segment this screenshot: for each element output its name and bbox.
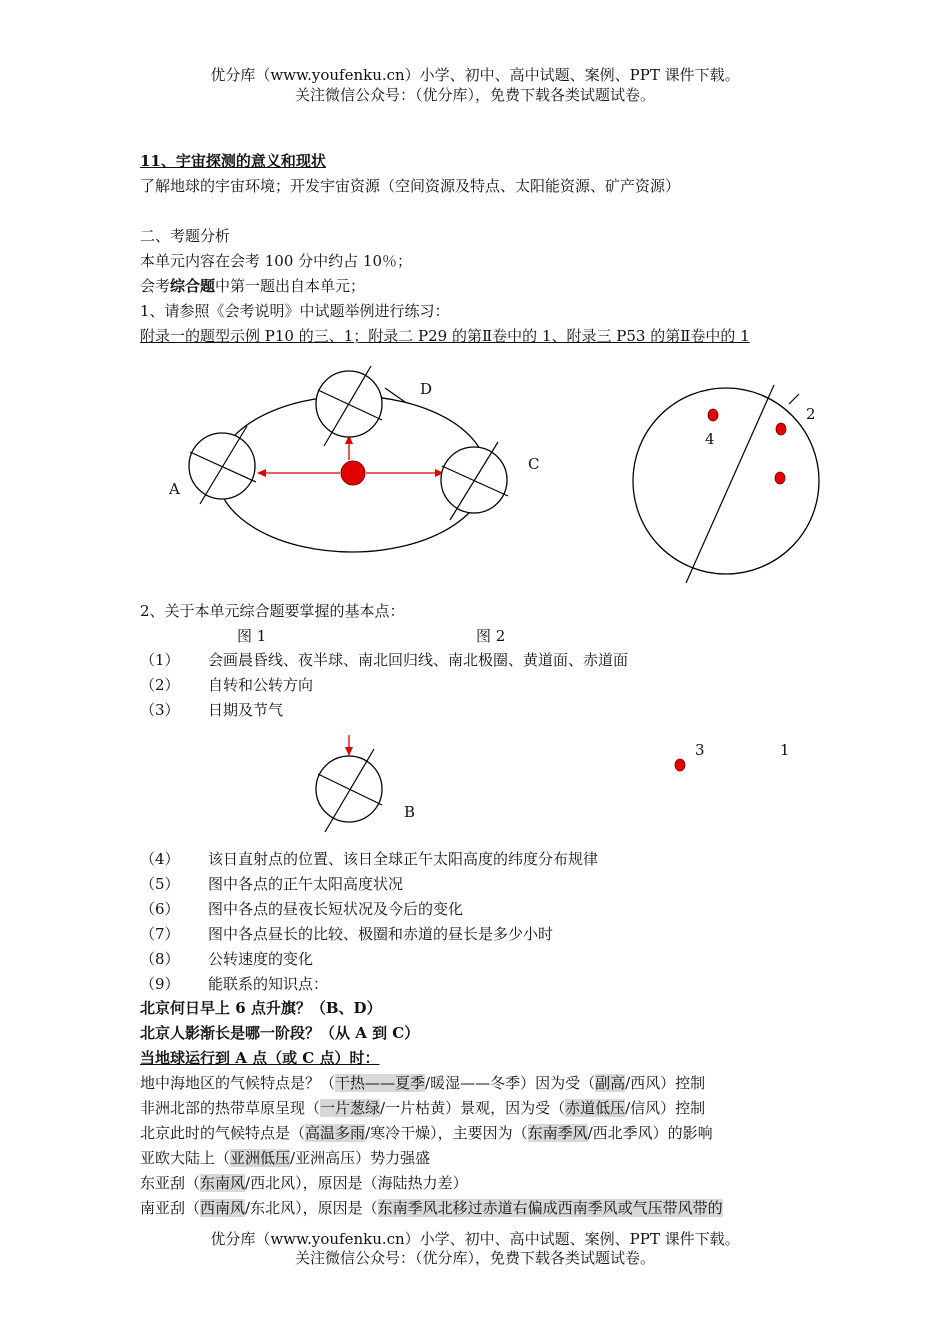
answer-highlight: 东南风 [200,1174,246,1192]
answer-text: 非洲北部的热带草原呈现（ [140,1099,321,1117]
point-text: 图中各点的昼夜长短状况及今后的变化 [208,900,464,918]
answer-text: /西北风），原因是（海陆热力差） [245,1174,468,1192]
analysis-p2-post: 中第一题出自本单元； [215,277,366,295]
analysis-p2-pre: 会考 [140,277,171,295]
footer-line-2: 关注微信公众号：（优分库），免费下载各类试题试卷。 [294,1249,655,1267]
sun-dot [341,461,365,485]
point-text: 会画晨昏线、夜半球、南北回归线、南北极圈、黄道面、赤道面 [208,651,629,669]
answer-line-1 [140,1073,705,1093]
points-heading: 2、关于本单元综合题要掌握的基本点： [140,602,405,620]
answer-highlight: 西南风 [200,1199,246,1217]
answer-line-2 [140,1098,705,1118]
point-2-dot [776,423,786,435]
question-3: 当地球运行到 A 点（或 C 点）时： [140,1049,380,1067]
point-num: （7） [140,925,180,943]
label-1: 1 [780,741,790,759]
figure-2-globe [633,385,819,583]
label-4: 4 [705,430,715,448]
answer-highlight: 亚洲低压 [230,1149,291,1167]
answer-line-4 [140,1148,430,1168]
label-3: 3 [695,741,705,759]
analysis-p2-bold: 综合题 [170,277,216,295]
point-num: （1） [140,651,180,669]
answer-highlight: 赤道低压 [565,1099,626,1117]
point-num: （2） [140,676,180,694]
point-num: （6） [140,900,180,918]
earth-B [316,735,382,832]
earth-A [189,426,256,504]
footer-line-1: 优分库（www.youfenku.cn）小学、初中、高中试题、案例、PPT 课件下载。 [210,1230,740,1248]
label-B: B [404,803,416,821]
point-num: （8） [140,950,180,968]
answer-highlight: 东南季风 [527,1124,588,1142]
point-item [140,974,328,994]
answer-line-6 [140,1198,723,1218]
answer-highlight: 高温多雨 [305,1124,366,1142]
answer-line-5 [140,1173,468,1193]
point-item [140,675,313,695]
answer-highlight: 副高 [595,1074,626,1092]
analysis-p4: 附录一的题型示例 P10 的三、1；附录二 P29 的第Ⅱ卷中的 1、附录三 P53 的第Ⅱ卷中的 1 [140,327,750,345]
point-num: （9） [140,975,180,993]
point-text: 日期及节气 [208,701,284,719]
point-num: （4） [140,850,180,868]
answer-text: /亚洲高压）势力强盛 [290,1149,431,1167]
answer-text: /寒冷干燥），主要因为（ [365,1124,528,1142]
answer-highlight: 干热——夏季 [335,1074,426,1092]
answer-highlight: 东南季风北移过赤道右偏成西南季风或气压带风带的 [377,1199,723,1217]
figure-2-caption: 图 2 [476,627,506,645]
answer-line-3 [140,1123,713,1143]
label-C: C [528,455,540,473]
header-line-2: 关注微信公众号：（优分库），免费下载各类试题试卷。 [294,86,655,104]
answer-text: 北京此时的气候特点是（ [140,1124,306,1142]
question-2: 北京人影渐长是哪一阶段？（从 A 到 C） [140,1024,420,1042]
point-text: 图中各点昼长的比较、极圈和赤道的昼长是多少小时 [208,925,554,943]
section-description: 了解地球的宇宙环境；开发宇宙资源（空间资源及特点、太阳能资源、矿产资源） [140,177,681,195]
point-item [140,949,313,969]
answer-text: /东北风），原因是（ [245,1199,378,1217]
answer-text: /西北季风）的影响 [587,1124,713,1142]
answer-highlight: 一片葱绿 [320,1099,381,1117]
earth-C [441,442,508,520]
answer-text: /暖湿——冬季）因为受（ [425,1074,596,1092]
point-text: 自转和公转方向 [208,676,314,694]
point-item [140,874,403,894]
point-item [140,924,553,944]
analysis-heading: 二、考题分析 [140,227,231,245]
answer-text: 亚欧大陆上（ [140,1149,231,1167]
label-2: 2 [806,405,816,423]
point-text: 该日直射点的位置、该日全球正午太阳高度的纬度分布规律 [208,850,599,868]
answer-text: /西风）控制 [625,1074,706,1092]
figure-1-caption: 图 1 [237,627,267,645]
label-A: A [169,480,180,498]
point-num: （5） [140,875,180,893]
point-item [140,700,283,720]
header-line-1: 优分库（www.youfenku.cn）小学、初中、高中试题、案例、PPT 课件下载。 [210,66,740,84]
answer-text: 地中海地区的气候特点是？（ [140,1074,336,1092]
point-item [140,849,598,869]
point-item [140,899,463,919]
point-4-dot [708,409,718,421]
question-1: 北京何日早上 6 点升旗？（B、D） [140,999,382,1017]
point-3-dot [675,759,685,771]
analysis-p1: 本单元内容在会考 100 分中约占 10％； [140,252,413,270]
label-D: D [420,380,433,398]
earth-D [316,366,405,446]
answer-text: /一片枯黄）景观，因为受（ [380,1099,566,1117]
point-text: 能联系的知识点： [208,975,329,993]
answer-text: 东亚刮（ [140,1174,201,1192]
analysis-p3: 1、请参照《会考说明》中试题举例进行练习： [140,302,450,320]
answer-text: /信风）控制 [625,1099,706,1117]
point-num: （3） [140,701,180,719]
point-text: 图中各点的正午太阳高度状况 [208,875,404,893]
point-extra-dot [775,472,785,484]
answer-text: 南亚刮（ [140,1199,201,1217]
section-title: 11、宇宙探测的意义和现状 [140,152,326,170]
point-text: 公转速度的变化 [208,950,314,968]
point-item [140,650,628,670]
